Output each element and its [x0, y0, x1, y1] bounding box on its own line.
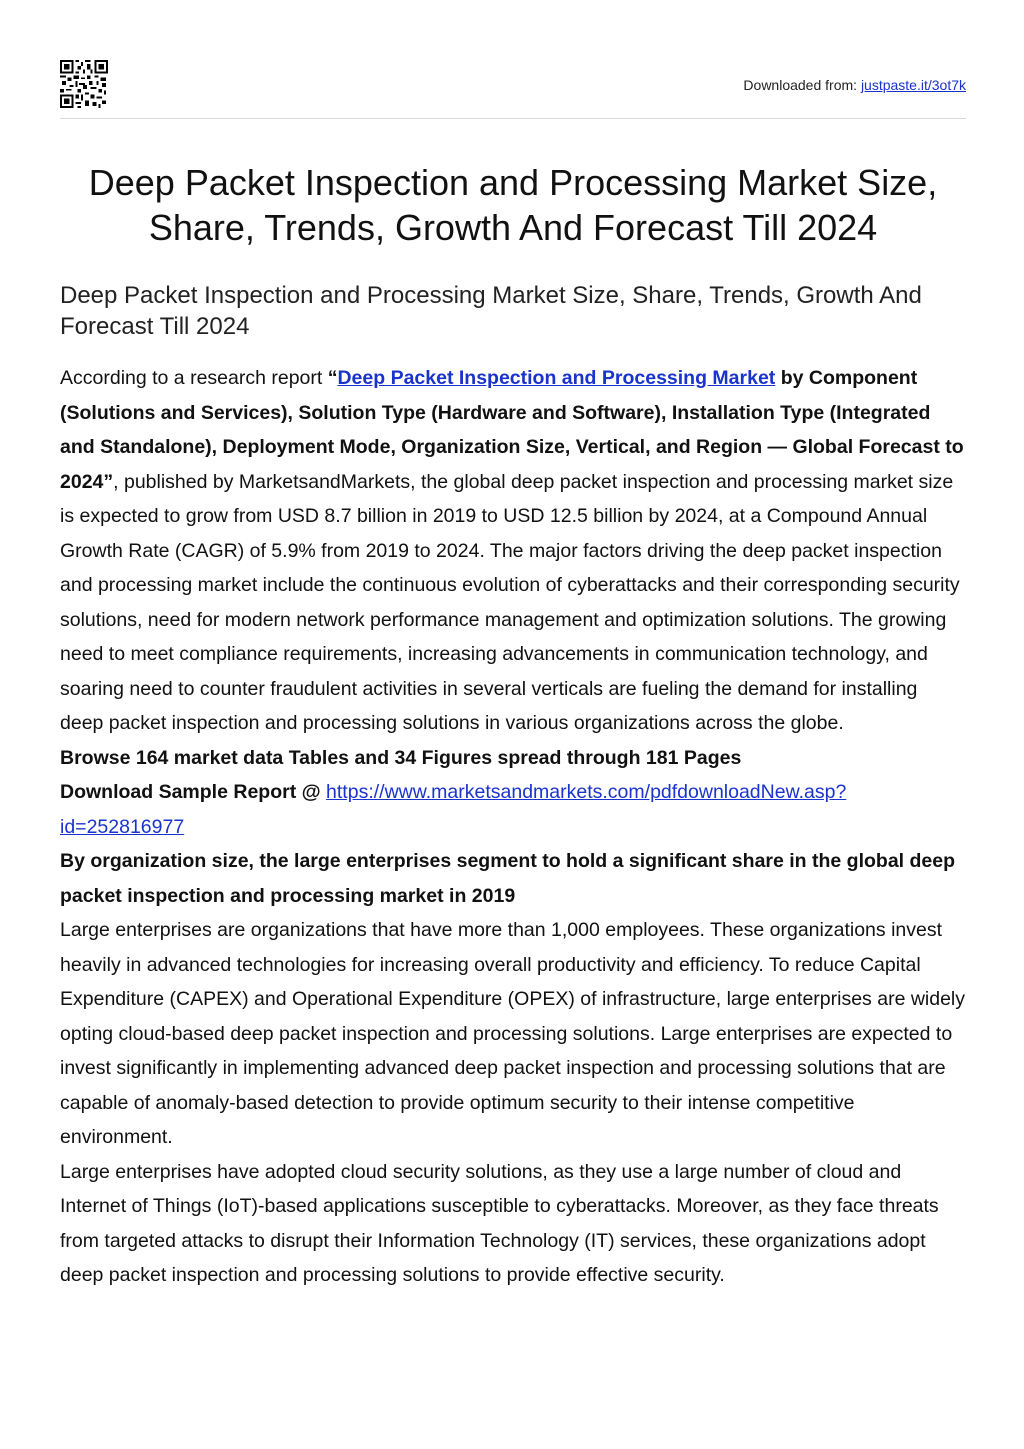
- intro-lead: According to a research report: [60, 367, 328, 389]
- intro-body: , published by MarketsandMarkets, the global deep packet inspection and processing market size is expected to grow from USD 8.7 billion in 2019 to USD 12.5 billion by 2024, at a Compound Annual Growth Rate (CAGR) of 5.9% from 2019 to 2024. The major factors driving the deep packet inspection and processing market include the continuous evolution of cyberattacks and their corresponding security solutions, need for modern network performance management and optimization solutions. The growing need to meet compliance requirements, increasing advancements in communication technology, and soaring need to counter fraudulent activities in several verticals are fueling the demand for installing deep packet inspection and processing solutions in various organizations across the globe.: [60, 470, 960, 734]
- downloaded-from: [743, 77, 966, 93]
- intro-open-quote: “: [327, 367, 338, 389]
- source-link[interactable]: justpaste.it/3ot7k: [860, 77, 966, 93]
- report-title-rest: by Component (Solutions and Services), Solution Type (Hardware and Software), Installation Type (Integrated and Standalone), Deployment Mode, Organization Size, Vertical, and Region — Global Forecast to 2024”: [60, 367, 964, 493]
- paragraph-cloud-security: Large enterprises have adopted cloud security solutions, as they use a large number of cloud and Internet of Things (IoT)-based applications susceptible to cyberattacks. Moreover, as they face threats from targeted attacks to disrupt their Information Technology (IT) services, these organizations adopt deep packet inspection and processing solutions to provide effective security.: [60, 1160, 939, 1286]
- section-heading: [60, 844, 966, 913]
- page-title: Deep Packet Inspection and Processing Market Size, Share, Trends, Growth And Forecast Till 2024: [88, 162, 938, 248]
- paragraph-large-enterprises: Large enterprises are organizations that have more than 1,000 employees. These organizations invest heavily in advanced technologies for increasing overall productivity and efficiency. To reduce Capital Expenditure (CAPEX) and Operational Expenditure (OPEX) of infrastructure, large enterprises are widely opting cloud-based deep packet inspection and processing solutions. Large enterprises are expected to invest significantly in implementing advanced deep packet inspection and processing solutions that are capable of anomaly-based detection to provide optimum security to their intense competitive environment.: [60, 919, 966, 1148]
- download-line: [60, 775, 966, 844]
- downloaded-label: Downloaded from:: [743, 77, 861, 93]
- intro-paragraph: [60, 361, 966, 741]
- market-report-link[interactable]: [337, 367, 775, 389]
- page-subtitle: Deep Packet Inspection and Processing Market Size, Share, Trends, Growth And Forecast Till 2024: [60, 282, 922, 340]
- download-sample-link[interactable]: https://www.marketsandmarkets.com/pdfdownloadNew.asp?id=252816977: [60, 781, 847, 838]
- article-body: [60, 361, 966, 1293]
- browse-line-text: Browse 164 market data Tables and 34 Figures spread through 181 Pages: [60, 746, 742, 769]
- page-header: [60, 60, 966, 119]
- market-report-link-label: Deep Packet Inspection and Processing Market: [337, 367, 776, 389]
- download-label: Download Sample Report @: [60, 781, 327, 803]
- section-heading-text: By organization size, the large enterprises segment to hold a significant share in the global deep packet inspection and processing market in 2019: [60, 850, 956, 907]
- browse-line: [60, 741, 966, 776]
- qr-code-icon: [60, 60, 108, 108]
